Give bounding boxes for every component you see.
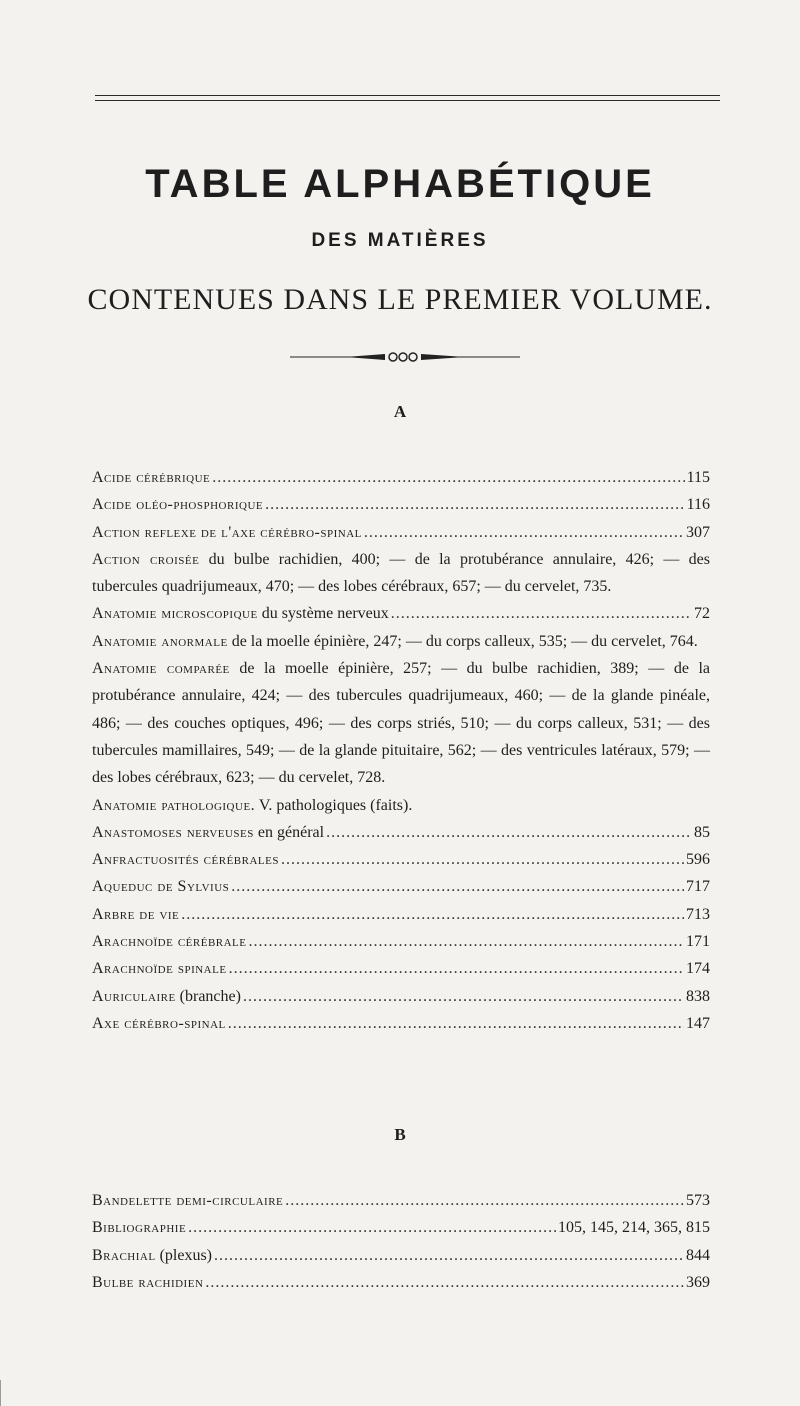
entry-pages: 573 bbox=[686, 1192, 710, 1209]
subtitle: DES MATIÈRES bbox=[311, 230, 489, 251]
index-entry bbox=[92, 901, 710, 928]
entry-head: Arbre de vie bbox=[92, 905, 180, 923]
index-entry bbox=[92, 1187, 710, 1214]
entry-head: Anastomoses nerveuses bbox=[92, 823, 254, 841]
index-list-a bbox=[92, 464, 710, 1037]
entry-pages: 115 bbox=[686, 469, 710, 486]
entry-head: Anfractuosités cérébrales bbox=[92, 851, 279, 869]
index-entry bbox=[92, 819, 710, 846]
index-entry bbox=[92, 519, 710, 546]
entry-text: de la moelle épinière, 257; — du bulbe rachidien, 389; — de la protubérance annulaire, 424; — des tubercules quadrijumeaux, 460; — de la glande pinéale, 486; — des couches optiques, 496; — des corps striés, 510; — du corps calleux, 531; — des tubercules mamillaires, 549; — de la glande pituitaire, 562; — des ventricules latéraux, 579; — des lobes cérébraux, 623; — du cervelet, 728. bbox=[92, 660, 710, 787]
entry-pages: 171 bbox=[686, 933, 710, 951]
index-entry bbox=[92, 464, 710, 491]
entry-pages: 713 bbox=[686, 905, 710, 923]
page-title: TABLE ALPHABÉTIQUE bbox=[145, 162, 655, 206]
index-entry bbox=[92, 1242, 710, 1269]
entry-pages: 174 bbox=[686, 960, 710, 978]
index-entry bbox=[92, 928, 710, 955]
index-entry bbox=[92, 983, 710, 1010]
entry-head: Action croisée bbox=[92, 550, 200, 568]
section-letter-a: A bbox=[393, 402, 407, 421]
entry-head: Anatomie anormale bbox=[92, 632, 228, 650]
entry-head: Acide oléo-phosphorique bbox=[92, 496, 264, 514]
entry-pages: 838 bbox=[686, 987, 710, 1005]
entry-head: Acide cérébrique bbox=[92, 469, 211, 486]
index-entry bbox=[92, 546, 710, 601]
entry-text: du système nerveux bbox=[261, 605, 389, 623]
entry-pages: 844 bbox=[686, 1246, 710, 1264]
entry-pages: 369 bbox=[686, 1273, 710, 1291]
ornament-divider-icon bbox=[290, 350, 520, 364]
entry-head: Brachial bbox=[92, 1246, 156, 1264]
entry-pages: 307 bbox=[686, 523, 710, 541]
entry-pages: 596 bbox=[686, 851, 710, 869]
index-entry bbox=[92, 1010, 710, 1037]
entry-head: Anatomie comparée bbox=[92, 660, 230, 678]
entry-head: Anatomie microscopique bbox=[92, 605, 258, 623]
index-entry bbox=[92, 873, 710, 900]
entry-head: Bulbe rachidien bbox=[92, 1273, 204, 1291]
entry-head: Bandelette demi-circulaire bbox=[92, 1192, 284, 1209]
entry-pages: 105, 145, 214, 365, 815 bbox=[558, 1219, 710, 1237]
entry-text: (plexus) bbox=[159, 1246, 212, 1264]
index-entry bbox=[92, 628, 710, 655]
entry-text: (branche) bbox=[179, 987, 241, 1005]
entry-head: Axe cérébro-spinal bbox=[92, 1014, 226, 1032]
entry-head: Aqueduc de Sylvius bbox=[92, 878, 230, 896]
entry-text: de la moelle épinière, 247; — du corps calleux, 535; — du cervelet, 764. bbox=[231, 632, 698, 650]
entry-head: Action reflexe de l'axe cérébro-spinal bbox=[92, 523, 362, 541]
entry-head: Arachnoïde spinale bbox=[92, 960, 227, 978]
entry-head: Auriculaire bbox=[92, 987, 176, 1005]
entry-head: Arachnoïde cérébrale bbox=[92, 933, 247, 951]
entry-pages: 72 bbox=[694, 605, 710, 623]
entry-pages: 717 bbox=[686, 878, 710, 896]
subtitle-volume: CONTENUES DANS LE PREMIER VOLUME. bbox=[87, 283, 713, 316]
entry-text: du bulbe rachidien, 400; — de la protubérance annulaire, 426; — des tubercules quadrijumeaux, 470; — des lobes cérébraux, 657; — du cervelet, 735. bbox=[92, 550, 711, 596]
index-entry bbox=[92, 655, 710, 791]
index-entry bbox=[92, 1269, 710, 1296]
index-entry bbox=[92, 792, 710, 819]
index-entry bbox=[92, 955, 710, 982]
scan-edge bbox=[0, 1380, 1, 1406]
entry-pages: 85 bbox=[694, 823, 710, 841]
index-entry bbox=[92, 600, 710, 627]
index-entry bbox=[92, 491, 710, 518]
entry-pages: 147 bbox=[686, 1014, 710, 1032]
index-entry bbox=[92, 846, 710, 873]
entry-head: Anatomie pathologique. bbox=[92, 796, 256, 814]
entry-text: V. pathologiques (faits). bbox=[258, 796, 413, 814]
top-rule bbox=[95, 95, 720, 96]
index-entry bbox=[92, 1214, 710, 1241]
entry-text: en général bbox=[257, 823, 325, 841]
top-rule-thin bbox=[95, 100, 720, 101]
entry-pages: 116 bbox=[686, 496, 710, 514]
index-list-b bbox=[92, 1187, 710, 1296]
entry-head: Bibliographie bbox=[92, 1219, 187, 1237]
section-letter-b: B bbox=[394, 1125, 406, 1144]
